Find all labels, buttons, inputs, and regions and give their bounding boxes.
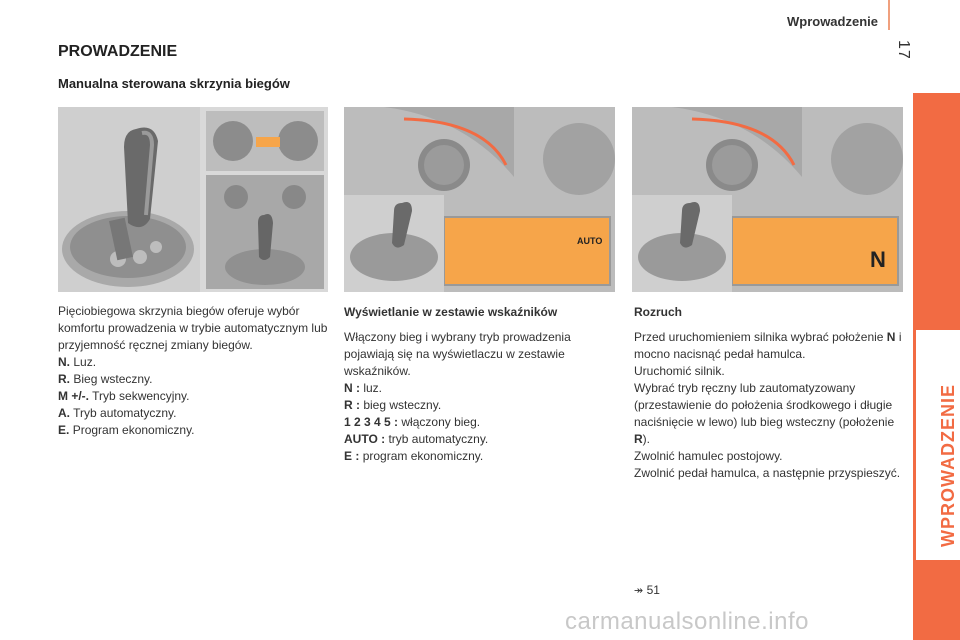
- column-display-info: [344, 304, 606, 465]
- col3-paragraph: Przed uruchomieniem silnika wybrać położenie N i mocno nacisnąć pedał hamulca.: [634, 330, 902, 361]
- col1-item: E. Program ekonomiczny.: [58, 423, 195, 437]
- double-arrow-icon: ↠: [634, 585, 644, 597]
- col2-item: R : bieg wsteczny.: [344, 398, 442, 412]
- col3-paragraph: Zwolnić pedał hamulca, a następnie przyspieszyć.: [634, 466, 901, 480]
- col2-item: E : program ekonomiczny.: [344, 449, 484, 463]
- lcd-n-label: N: [870, 247, 886, 272]
- col3-paragraph: Zwolnić hamulec postojowy.: [634, 449, 783, 463]
- cluster-auto-photo: [344, 107, 615, 292]
- col1-intro: Pięciobiegowa skrzynia biegów oferuje wybór komfortu prowadzenia w trybie automatycznym lub przyjemność ręcznej zmiany biegów.: [58, 304, 328, 352]
- col2-intro: Włączony bieg i wybrany tryb prowadzenia pojawiają się na wyświetlaczu w zestawie wskaźników.: [344, 330, 571, 378]
- col1-item: R. Bieg wsteczny.: [58, 372, 153, 386]
- col2-item: 1 2 3 4 5 : włączony bieg.: [344, 415, 481, 429]
- gear-lever-photo: [58, 107, 328, 292]
- watermark: carmanualsonline.info: [565, 608, 809, 635]
- col1-item: A. Tryb automatyczny.: [58, 406, 177, 420]
- column-starting: [634, 304, 904, 482]
- col1-item: N. Luz.: [58, 355, 97, 369]
- page-reference-number: 51: [646, 583, 660, 597]
- col2-item: N : luz.: [344, 381, 383, 395]
- page-subtitle: Manualna sterowana skrzynia biegów: [58, 76, 290, 91]
- page-number: 17: [895, 40, 912, 60]
- page-reference[interactable]: [634, 583, 660, 597]
- cluster-neutral-photo: [632, 107, 903, 292]
- side-tab-label: WPROWADZENIE: [938, 384, 958, 547]
- header-divider: [888, 0, 890, 30]
- column-gearbox-overview: [58, 303, 330, 439]
- col3-paragraph: Wybrać tryb ręczny lub zautomatyzowany (przestawienie do położenia środkowego i długie naciśnięcie w lewo) lub bieg wsteczny (położenie R).: [634, 381, 895, 446]
- col2-heading: Wyświetlanie w zestawie wskaźników: [344, 305, 558, 319]
- col1-item: M +/-. Tryb sekwencyjny.: [58, 389, 190, 403]
- col3-paragraph: Uruchomić silnik.: [634, 364, 725, 378]
- lcd-auto-label: AUTO: [577, 236, 603, 246]
- col2-item: AUTO : tryb automatyczny.: [344, 432, 489, 446]
- col3-heading: Rozruch: [634, 305, 682, 319]
- page-title: PROWADZENIE: [58, 43, 178, 60]
- section-title: Wprowadzenie: [786, 14, 878, 29]
